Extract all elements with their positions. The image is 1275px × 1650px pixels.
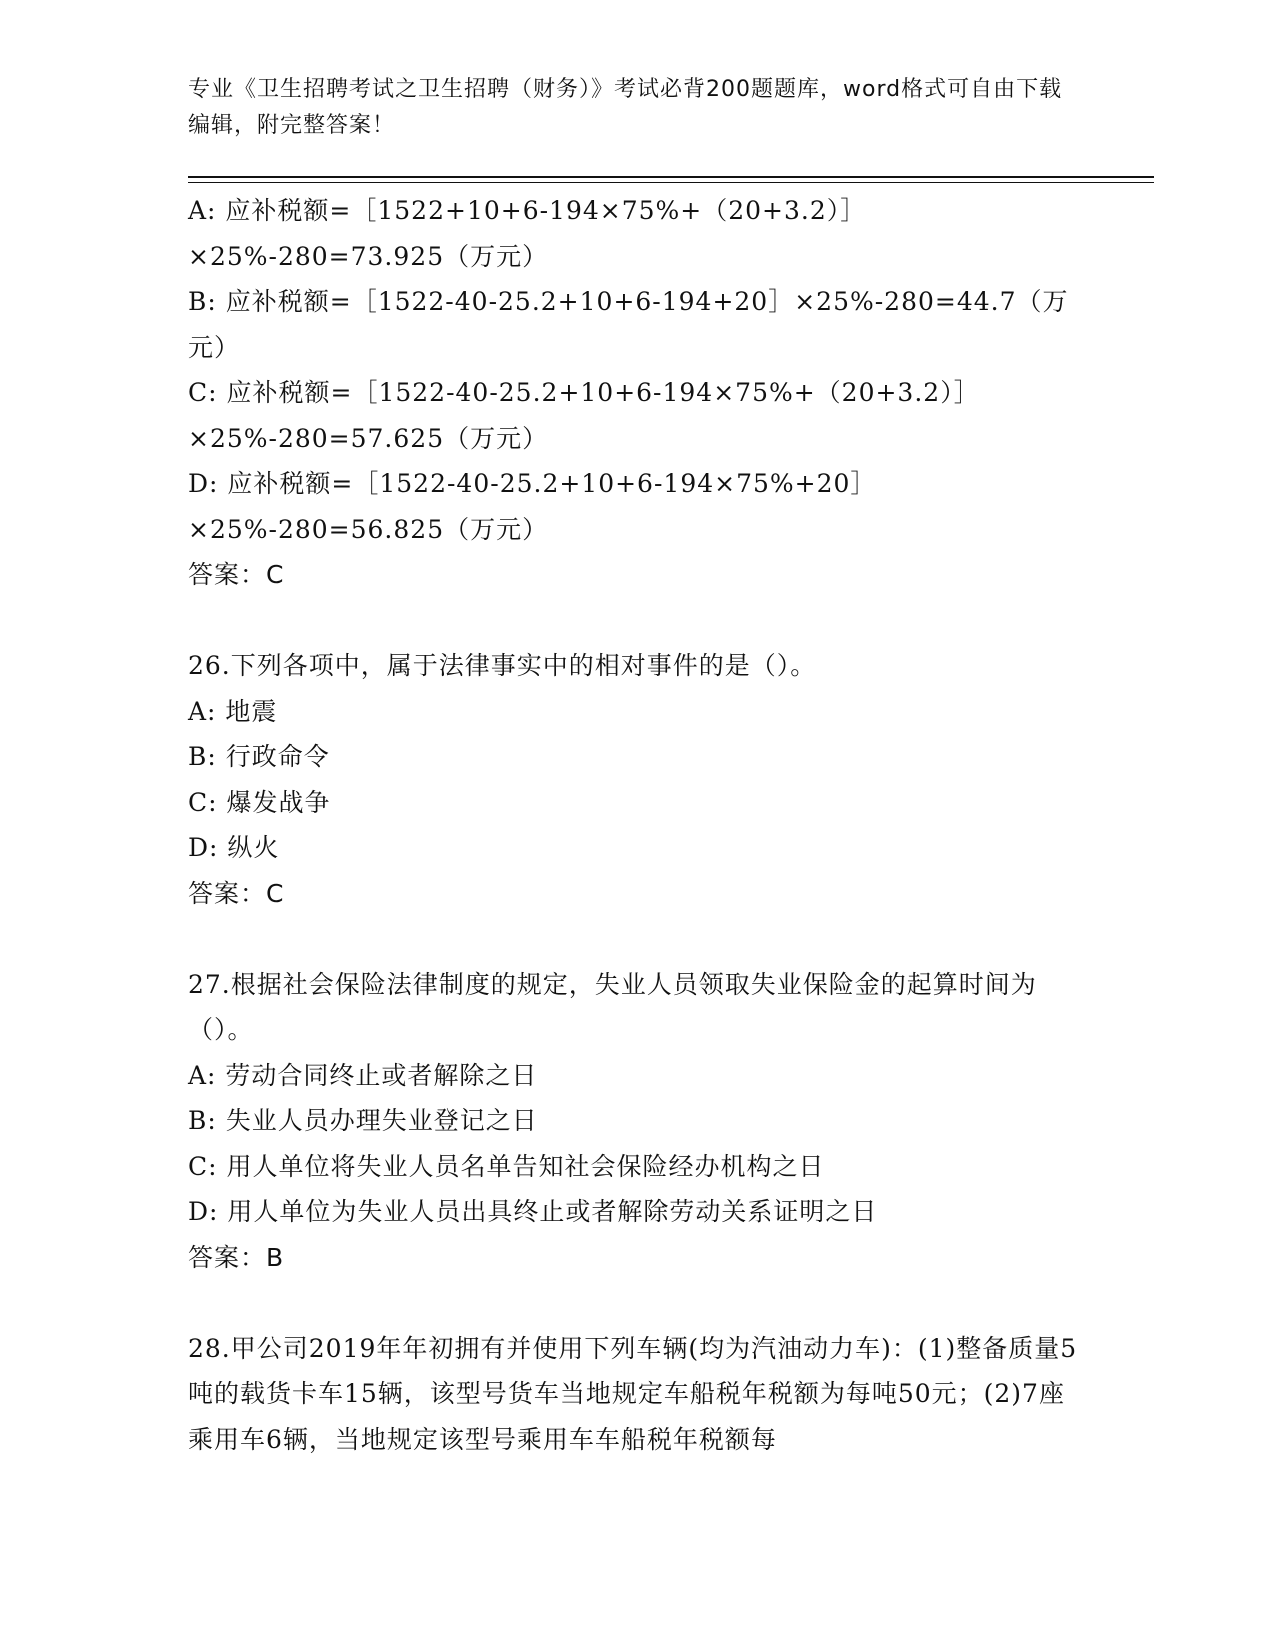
- answer: 答案：B: [188, 1242, 285, 1272]
- header-divider-thin: [188, 182, 1154, 183]
- document-body: [188, 188, 1078, 1462]
- option-d: D: 应补税额=［1522-40-25.2+10+6-194×75%+20］×25%-280=56.825（万元）: [188, 469, 877, 544]
- option-a: A: 劳动合同终止或者解除之日: [188, 1060, 538, 1090]
- question-text: 28.甲公司2019年年初拥有并使用下列车辆(均为汽油动力车)：(1)整备质量5吨的载货卡车15辆，该型号货车当地规定车船税年税额为每吨50元；(2)7座乘用车6辆，当地规定该型号乘用车车船税年税额每: [188, 1333, 1078, 1454]
- answer: 答案：C: [188, 878, 285, 908]
- spacer: [188, 598, 1078, 644]
- spacer: [188, 916, 1078, 962]
- header-divider-thick: [188, 176, 1154, 178]
- option-d: D: 纵火: [188, 833, 280, 862]
- question-text: 27.根据社会保险法律制度的规定，失业人员领取失业保险金的起算时间为（）。: [188, 969, 1037, 1044]
- option-b: B: 行政命令: [188, 742, 330, 771]
- question-25: [188, 188, 1078, 598]
- option-a: A: 应补税额=［1522+10+6-194×75%+（20+3.2）］×25%-280=73.925（万元）: [188, 196, 867, 271]
- option-a: A: 地震: [188, 696, 278, 726]
- question-27: [188, 962, 1078, 1281]
- question-text: 26.下列各项中，属于法律事实中的相对事件的是（）。: [188, 651, 817, 680]
- answer: 答案：C: [188, 560, 285, 589]
- question-26: [188, 643, 1078, 916]
- option-c: C: 用人单位将失业人员名单告知社会保险经办机构之日: [188, 1151, 825, 1181]
- question-28: [188, 1326, 1078, 1463]
- option-b: B: 应补税额=［1522-40-25.2+10+6-194+20］×25%-280=44.7（万元）: [188, 287, 1069, 362]
- spacer: [188, 1280, 1078, 1326]
- option-c: C: 爆发战争: [188, 787, 331, 817]
- option-c: C: 应补税额=［1522-40-25.2+10+6-194×75%+（20+3.2）］×25%-280=57.625（万元）: [188, 378, 980, 453]
- option-b: B: 失业人员办理失业登记之日: [188, 1106, 538, 1135]
- option-d: D: 用人单位为失业人员出具终止或者解除劳动关系证明之日: [188, 1197, 878, 1226]
- document-header: 专业《卫生招聘考试之卫生招聘（财务）》考试必背200题题库，word格式可自由下载编辑，附完整答案！: [188, 77, 1063, 138]
